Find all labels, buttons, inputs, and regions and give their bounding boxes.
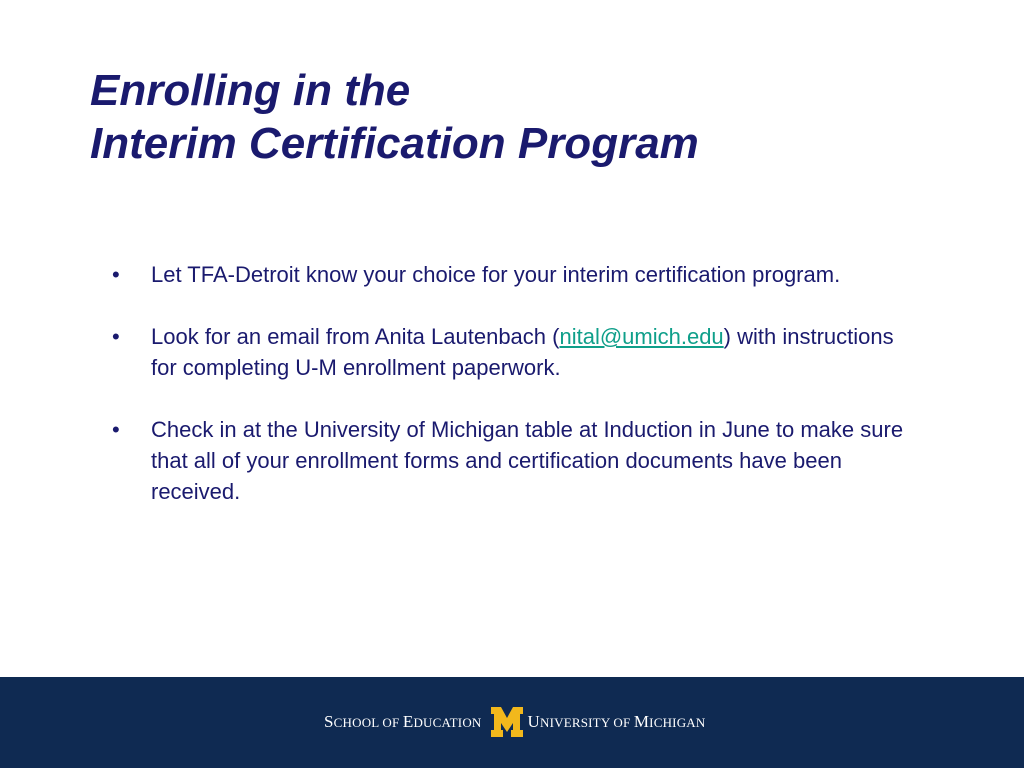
- bullet-text: Let TFA-Detroit know your choice for your interim certification program.: [151, 262, 841, 287]
- footer-bar: [0, 677, 1024, 768]
- block-m-icon: [490, 706, 524, 738]
- bullet-marker: •: [112, 324, 120, 349]
- bullet-text-before-link: Look for an email from Anita Lautenbach (: [151, 324, 560, 349]
- bullet-item: [112, 259, 912, 290]
- slide-title-line-1: Enrolling in the: [90, 66, 411, 115]
- bullet-list: [112, 259, 912, 538]
- bullet-text: Check in at the University of Michigan table at Induction in June to make sure that all of your enrollment forms and certification documents have been received.: [151, 417, 904, 504]
- email-link[interactable]: nital@umich.edu: [559, 324, 724, 349]
- university-of-michigan-label: UNIVERSITY OF MICHIGAN: [527, 712, 706, 731]
- slide-title: [90, 64, 699, 170]
- footer-logo: [324, 705, 705, 739]
- school-of-education-label: SCHOOL OF EDUCATION: [324, 712, 482, 731]
- bullet-item: [112, 321, 912, 383]
- bullet-item: [112, 414, 912, 507]
- bullet-marker: •: [112, 417, 120, 442]
- bullet-text-after-link: ) with instructions for completing U-M enrollment paperwork.: [151, 324, 894, 380]
- slide-title-line-2: Interim Certification Program: [90, 119, 699, 168]
- bullet-marker: •: [112, 262, 120, 287]
